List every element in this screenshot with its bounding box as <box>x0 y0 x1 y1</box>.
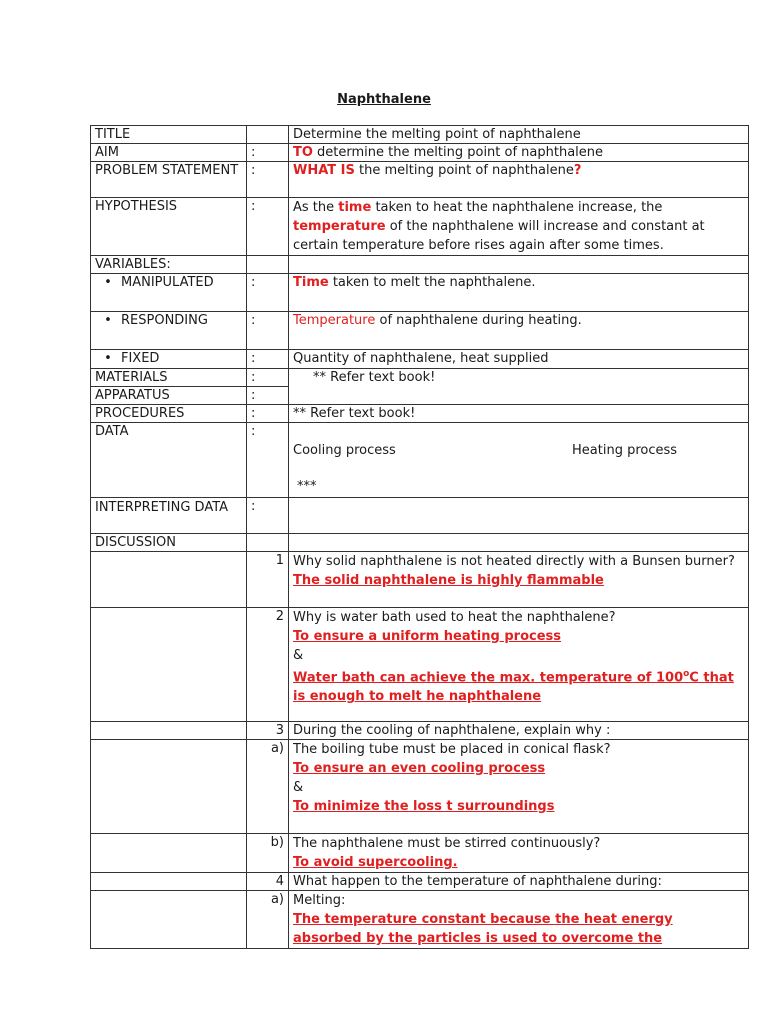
row-q3 <box>91 722 749 740</box>
value-manipulated <box>289 274 749 312</box>
value-problem <box>289 162 749 198</box>
value-materials <box>289 369 749 405</box>
bullet-icon: • <box>104 275 112 290</box>
value-procedures: ** Refer text book! <box>289 405 749 423</box>
q1-cell <box>289 552 749 608</box>
row-title <box>91 126 749 144</box>
data-cooling-label: Cooling process <box>293 443 396 458</box>
fixed-label-text: FIXED <box>121 351 160 366</box>
bullet-icon: • <box>104 351 112 366</box>
aim-text: determine the melting point of naphthalene <box>312 145 604 160</box>
page-title: Naphthalene <box>337 92 431 107</box>
hyp-text-1: As the <box>293 200 339 215</box>
row-fixed <box>91 350 749 369</box>
problem-keyword: WHAT IS <box>293 163 355 178</box>
responding-keyword: Temperature <box>293 313 376 328</box>
value-title: Determine the melting point of naphthalene <box>289 126 749 144</box>
colon-apparatus: : <box>247 387 289 405</box>
colon-responding: : <box>247 312 289 350</box>
label-fixed <box>91 350 247 369</box>
label-materials: MATERIALS <box>91 369 247 387</box>
materials-text: ** Refer text book! <box>313 370 436 385</box>
q4a-number: a) <box>247 891 289 949</box>
value-aim <box>289 144 749 162</box>
q1-answer: The solid naphthalene is highly flammable <box>293 573 604 588</box>
aim-keyword: TO <box>293 145 313 160</box>
q3a-answer-2: To minimize the loss t surroundings <box>293 799 555 814</box>
q2-answer-1: To ensure a uniform heating process <box>293 629 561 644</box>
q3-question: During the cooling of naphthalene, explain why : <box>289 722 749 740</box>
problem-text: the melting point of naphthalene <box>354 163 574 178</box>
bullet-icon: • <box>104 313 112 328</box>
q2-number: 2 <box>247 608 289 722</box>
q3a-answer-1: To ensure an even cooling process <box>293 761 546 776</box>
q1-question: Why solid naphthalene is not heated directly with a Bunsen burner? <box>293 554 735 569</box>
colon-materials: : <box>247 369 289 387</box>
colon-procedures: : <box>247 405 289 423</box>
q3b-answer: To avoid supercooling. <box>293 855 458 870</box>
value-fixed: Quantity of naphthalene, heat supplied <box>289 350 749 369</box>
value-data <box>289 423 749 498</box>
q2-answer-2b: C that is enough to melt he naphthalene <box>293 670 734 705</box>
hyp-keyword-time: time <box>338 200 372 215</box>
label-problem: PROBLEM STATEMENT <box>91 162 247 198</box>
label-hypothesis: HYPOTHESIS <box>91 198 247 256</box>
data-stars: *** <box>297 479 317 494</box>
q2-degree-sup: o <box>683 669 690 679</box>
label-manipulated <box>91 274 247 312</box>
hyp-keyword-temperature: temperature <box>293 219 386 234</box>
row-variables <box>91 256 749 274</box>
problem-question-mark: ? <box>573 163 582 178</box>
row-problem <box>91 162 749 198</box>
colon-interpreting: : <box>247 498 289 534</box>
row-responding <box>91 312 749 350</box>
q3b-cell <box>289 834 749 873</box>
q2-answer-2 <box>293 665 744 706</box>
q1-number: 1 <box>247 552 289 608</box>
row-data <box>91 423 749 498</box>
row-materials <box>91 369 749 387</box>
responding-text: of naphthalene during heating. <box>375 313 582 328</box>
q3a-ampersand: & <box>293 780 304 795</box>
q3b-question: The naphthalene must be stirred continuously? <box>293 836 601 851</box>
manipulated-label-text: MANIPULATED <box>121 275 214 290</box>
row-manipulated <box>91 274 749 312</box>
row-q2 <box>91 608 749 722</box>
q3a-number: a) <box>247 740 289 834</box>
hyp-text-3: of the naphthalene will increase and constant at certain temperature before rises again after some times. <box>293 219 705 253</box>
label-title: TITLE <box>91 126 247 144</box>
manipulated-text: taken to melt the naphthalene. <box>328 275 536 290</box>
row-hypothesis <box>91 198 749 256</box>
label-aim: AIM <box>91 144 247 162</box>
row-q3a <box>91 740 749 834</box>
label-responding <box>91 312 247 350</box>
q3a-cell <box>289 740 749 834</box>
row-interpreting <box>91 498 749 534</box>
q4-number: 4 <box>247 873 289 891</box>
label-data: DATA <box>91 423 247 498</box>
label-variables: VARIABLES: <box>91 256 247 274</box>
colon-problem: : <box>247 162 289 198</box>
colon-title <box>247 126 289 144</box>
data-heating-label: Heating process <box>572 443 678 458</box>
q3-number: 3 <box>247 722 289 740</box>
responding-label-text: RESPONDING <box>121 313 208 328</box>
label-discussion: DISCUSSION <box>91 534 247 552</box>
q3a-question: The boiling tube must be placed in conical flask? <box>293 742 611 757</box>
q3b-number: b) <box>247 834 289 873</box>
row-aim <box>91 144 749 162</box>
hyp-text-2: taken to heat the naphthalene increase, the <box>371 200 663 215</box>
q4a-question: Melting: <box>293 893 346 908</box>
q4a-cell <box>289 891 749 949</box>
colon-manipulated: : <box>247 274 289 312</box>
value-responding <box>289 312 749 350</box>
row-procedures <box>91 405 749 423</box>
row-q4a <box>91 891 749 949</box>
row-q4 <box>91 873 749 891</box>
colon-data: : <box>247 423 289 498</box>
q4a-answer: The temperature constant because the heat energy absorbed by the particles is used to overcome the <box>293 912 673 946</box>
row-q3b <box>91 834 749 873</box>
q4-question: What happen to the temperature of naphthalene during: <box>289 873 749 891</box>
q2-cell <box>289 608 749 722</box>
q2-answer-2a: Water bath can achieve the max. temperature of 100 <box>293 670 684 686</box>
label-interpreting: INTERPRETING DATA <box>91 498 247 534</box>
q2-question: Why is water bath used to heat the naphthalene? <box>293 610 616 625</box>
label-apparatus: APPARATUS <box>91 387 247 405</box>
lab-report-table <box>90 125 749 949</box>
colon-hypothesis: : <box>247 198 289 256</box>
row-q1 <box>91 552 749 608</box>
colon-aim: : <box>247 144 289 162</box>
row-discussion <box>91 534 749 552</box>
label-procedures: PROCEDURES <box>91 405 247 423</box>
value-hypothesis <box>289 198 749 256</box>
colon-fixed: : <box>247 350 289 369</box>
manipulated-keyword: Time <box>293 275 329 290</box>
q2-ampersand: & <box>293 648 304 663</box>
